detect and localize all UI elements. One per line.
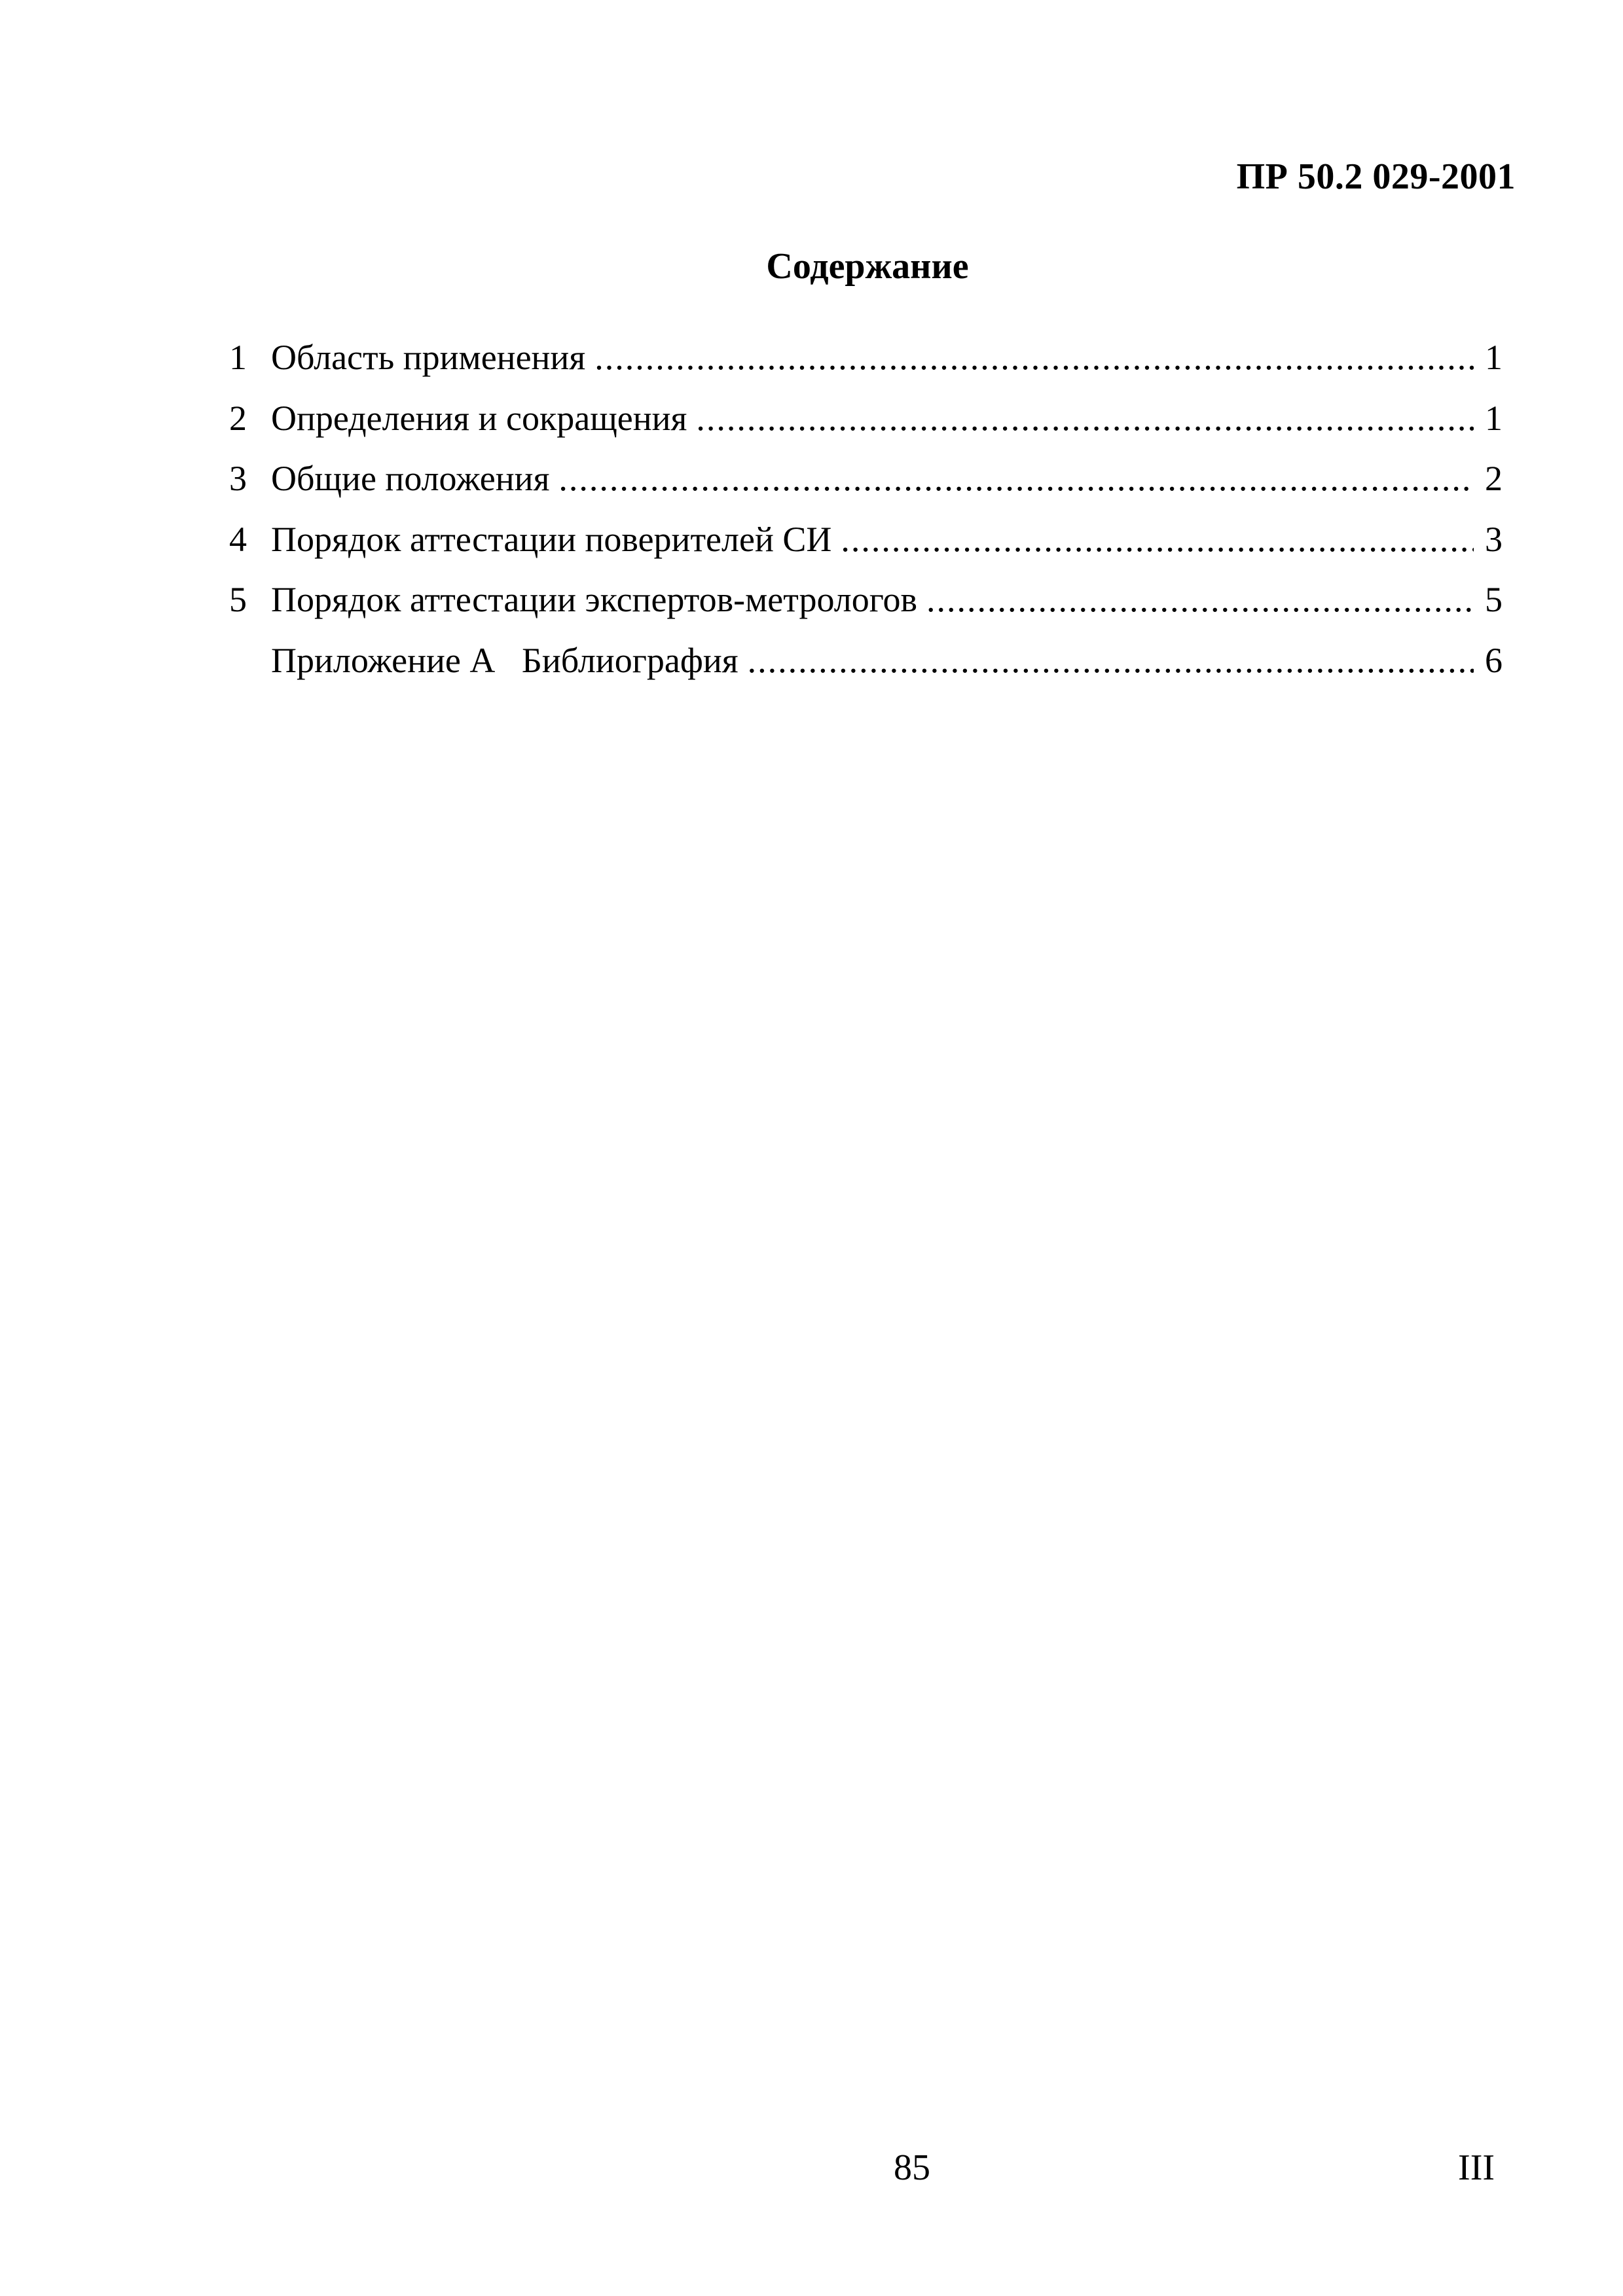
toc-item[interactable] xyxy=(229,388,1503,449)
toc-item-page: 1 xyxy=(1485,398,1503,438)
toc-item-label: Определения и сокращения xyxy=(271,398,687,438)
toc-item-page: 5 xyxy=(1485,580,1503,619)
toc-item-page: 1 xyxy=(1485,338,1503,377)
toc-leader-dots xyxy=(926,569,1474,630)
roman-page-number: III xyxy=(1458,2147,1495,2188)
toc-item-label: Общие положения xyxy=(271,459,550,498)
toc-item-page: 2 xyxy=(1485,459,1503,498)
toc-item-number: 5 xyxy=(229,580,247,619)
toc-title: Содержание xyxy=(766,246,969,287)
toc-item-appendix[interactable] xyxy=(229,630,1503,691)
toc-item-number: 1 xyxy=(229,338,247,377)
toc-item-page: 3 xyxy=(1485,519,1503,559)
toc-item[interactable] xyxy=(229,448,1503,509)
toc-leader-dots xyxy=(594,327,1474,388)
toc-item-label: Порядок аттестации экспертов-метрологов xyxy=(271,580,918,619)
toc-item-number: 4 xyxy=(229,519,247,559)
table-of-contents xyxy=(229,327,1503,691)
document-code: ПР 50.2 029-2001 xyxy=(1236,156,1516,197)
toc-item[interactable] xyxy=(229,327,1503,388)
page-number: 85 xyxy=(894,2147,930,2188)
toc-item[interactable] xyxy=(229,509,1503,570)
toc-leader-dots xyxy=(696,388,1474,449)
toc-leader-dots xyxy=(841,509,1474,570)
toc-leader-dots xyxy=(558,448,1474,509)
toc-item-number: 2 xyxy=(229,398,247,438)
toc-item-label: Приложение А Библиография xyxy=(271,640,739,680)
toc-item-label: Порядок аттестации поверителей СИ xyxy=(271,519,832,559)
toc-item[interactable] xyxy=(229,569,1503,630)
toc-item-page: 6 xyxy=(1485,640,1503,680)
toc-leader-dots xyxy=(748,630,1474,691)
toc-item-number: 3 xyxy=(229,459,247,498)
toc-item-label: Область применения xyxy=(271,338,586,377)
